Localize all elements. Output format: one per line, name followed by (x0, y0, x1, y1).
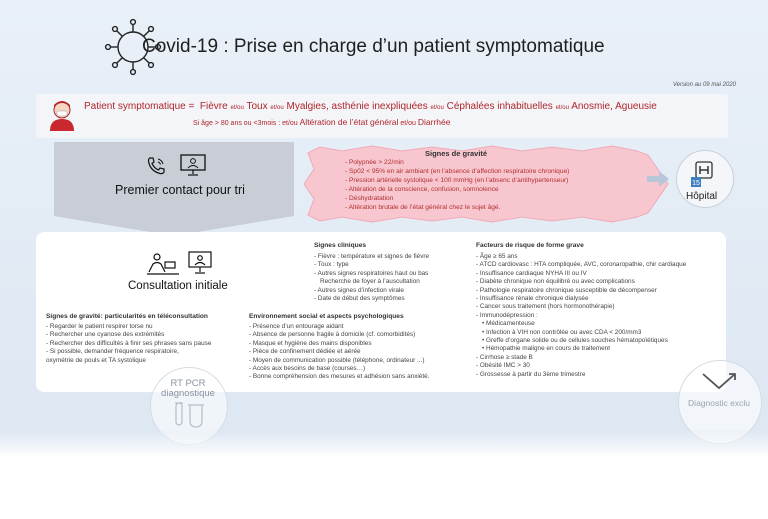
tele-list (46, 323, 211, 365)
list-item: • Greffe d’organe solide ou de cellules souches hématopoïétiques (482, 337, 668, 345)
list-item: oxymétrie de pouls et TA systolique (46, 356, 146, 364)
list-item: - Date de début des symptômes (314, 295, 405, 303)
list-item: • Infection à VIH non contrôlée ou avec CDA < 200/mm3 (482, 328, 642, 336)
risk-title: Facteurs de risque de forme grave (476, 242, 584, 249)
symptom-item: Fièvre (199, 101, 228, 112)
connector: et/ou (270, 105, 284, 111)
symptom-item: Toux (246, 101, 268, 112)
list-item: - Pièce de confinement dédiée et aérée (249, 348, 361, 356)
environment-title: Environnement social et aspects psychologiques (249, 313, 404, 320)
arrow-right-icon (647, 171, 669, 187)
list-item: - Fièvre : température et signes de fièvre (314, 253, 430, 260)
clinical-title: Signes cliniques (314, 242, 367, 249)
list-item: - Cancer sous traitement (hors hormonothérapie) (476, 303, 615, 311)
list-item: - Polypnée > 22/min (345, 159, 404, 166)
list-item: - Immunodépression : (476, 311, 538, 319)
samu-badge: 15 (692, 180, 700, 187)
list-item: - Grossesse à partir du 3ème trimestre (476, 370, 586, 378)
elderly-line (193, 117, 451, 127)
list-item: - Obésité IMC > 30 (476, 362, 530, 370)
list-item: - Autres signes respiratoires haut ou bas (314, 269, 429, 277)
connector: et/ou (430, 105, 444, 111)
symptom-label: Patient symptomatique = (84, 101, 195, 112)
list-item: - Toux : type (314, 261, 349, 269)
connector: et/ou (400, 120, 416, 127)
rt-pcr-label: RT PCR diagnostique (161, 378, 215, 399)
list-item: - Sp02 < 95% en air ambiant (en l’absence d’affection respiratoire chronique) (345, 167, 570, 175)
diagnostic-label: Diagnostic exclu (688, 398, 750, 408)
first-contact-box (54, 142, 294, 216)
list-item: - Présence d’un entourage aidant (249, 323, 344, 330)
connector: et/ou (230, 105, 244, 111)
environment-list (249, 323, 429, 382)
list-item: - Altération brutale de l’état général chez le sujet âgé. (345, 203, 501, 211)
list-item: - Si possible, demander fréquence respiratoire, (46, 348, 179, 356)
list-item: - Bonne compréhension des mesures et adhésion sans anxiété. (249, 373, 430, 381)
symptom-line (84, 101, 657, 112)
clinical-list (314, 253, 429, 303)
consultation-icon (145, 250, 215, 278)
list-item: - Altération de la conscience, confusion, somnolence (345, 185, 499, 193)
connector: et/ou (555, 105, 569, 111)
list-item: - Regarder le patient respirer torse nu (46, 323, 153, 330)
list-item: - Rechercher des difficultés à finir ses phrases sans pause (46, 339, 212, 347)
page-title: Covid-19 : Prise en charge d’un patient symptomatique (142, 36, 605, 57)
list-item: - Rechercher une cyanose des extrémités (46, 331, 165, 339)
list-item: - Autres signes d’infection virale (314, 286, 404, 294)
test-tube-icon (172, 401, 204, 429)
consultation-label: Consultation initiale (128, 280, 228, 292)
gravity-signs-list (345, 159, 569, 212)
elderly-note: Si âge > 80 ans ou <3mois : et/ou (193, 120, 298, 127)
list-item: - Diabète chronique non équilibré ou avec complications (476, 278, 635, 286)
phone-icon (146, 156, 166, 176)
list-item: - Âge ≥ 65 ans (476, 253, 518, 260)
list-item: Recherche de foyer à l’auscultation (320, 278, 420, 286)
list-item: - Cirrhose ≥ stade B (476, 353, 533, 361)
symptom-item: Myalgies, asthénie inexpliquées (286, 101, 428, 112)
computer-icon (180, 154, 206, 176)
symptom-item: Anosmie, Agueusie (571, 101, 657, 112)
elderly-item: Altération de l’état général (299, 117, 399, 127)
list-item: - ATCD cardiovasc : HTA compliquée, AVC, coronaropathie, chir cardiaque (476, 261, 687, 269)
list-item: - Pathologie respiratoire chronique susceptible de décompenser (476, 286, 657, 294)
gravity-signs-title: Signes de gravité (425, 149, 488, 158)
symptom-item: Céphalées inhabituelles (446, 101, 553, 112)
list-item: - Insuffisance cardiaque NYHA III ou IV (476, 269, 587, 277)
risk-list (476, 253, 686, 379)
list-item: - Déshydratation (345, 194, 394, 202)
hospital-icon (690, 160, 718, 188)
list-item: - Pression artérielle systolique < 100 mmHg (en l’absenc d’antihypertenseur) (345, 176, 569, 184)
list-item: - Masque et hygiène des mains disponibles (249, 339, 372, 347)
list-item: - Moyen de communication possible (téléphone, ordinateur ...) (249, 356, 425, 364)
list-item: • Médicamenteuse (482, 320, 535, 328)
arrow-down-right-icon (699, 370, 739, 394)
list-item: - Insuffisance rénale chronique dialysée (476, 295, 589, 303)
list-item: • Hémopathie maligne en cours de traitement (482, 345, 610, 353)
patient-icon (48, 99, 76, 131)
bottom-fade (0, 430, 768, 460)
list-item: - Accès aux besoins de base (courses…) (249, 365, 366, 373)
list-item: - Absence de personne fragile à domicile (cf. comorbidités) (249, 331, 416, 339)
first-contact-label: Premier contact pour tri (115, 183, 245, 197)
hospital-label: Hôpital (686, 191, 718, 202)
elderly-item: Diarrhée (417, 117, 451, 127)
version-note: Version au 09 mai 2020 (672, 82, 736, 88)
tele-title: Signes de gravité: particularités en téléconsultation (46, 313, 208, 320)
